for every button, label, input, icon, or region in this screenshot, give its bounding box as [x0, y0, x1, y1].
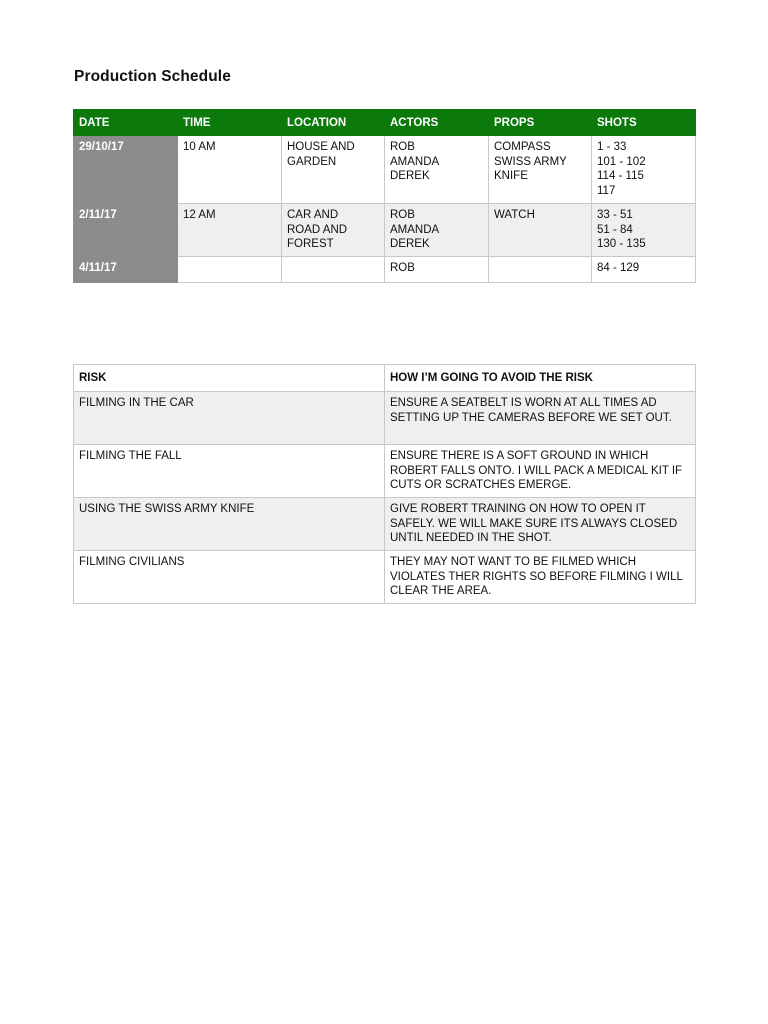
shots-range: 130 - 135 — [597, 238, 646, 251]
shots-range: 33 - 51 — [597, 209, 633, 221]
actor-name: ROB — [390, 262, 415, 274]
table-row — [74, 392, 696, 445]
avoid-cell: THEY MAY NOT WANT TO BE FILMED WHICH VIOLATES THER RIGHTS SO BEFORE FILMING I WILL CLEAR THE AREA. — [385, 551, 696, 604]
shots-cell — [592, 257, 696, 283]
risk-cell: FILMING THE FALL — [74, 445, 385, 498]
time-cell: 12 AM — [178, 204, 282, 257]
date-cell: 29/10/17 — [74, 136, 178, 204]
header-location: LOCATION — [282, 110, 385, 136]
date-cell: 2/11/17 — [74, 204, 178, 257]
risk-cell: USING THE SWISS ARMY KNIFE — [74, 498, 385, 551]
actor-name: ROB — [390, 141, 415, 153]
props-cell — [489, 257, 592, 283]
props-line: KNIFE — [494, 170, 528, 183]
shots-cell — [592, 136, 696, 204]
header-avoid: HOW I’M GOING TO AVOID THE RISK — [385, 365, 696, 392]
table-row — [74, 445, 696, 498]
time-cell — [178, 257, 282, 283]
risk-cell: FILMING IN THE CAR — [74, 392, 385, 445]
shots-range: 114 - 115 — [597, 170, 644, 183]
header-risk: RISK — [74, 365, 385, 392]
header-time: TIME — [178, 110, 282, 136]
location-line: CAR AND — [287, 209, 339, 221]
location-line: FOREST — [287, 238, 334, 251]
location-line: HOUSE AND — [287, 141, 355, 153]
shots-range: 1 - 33 — [597, 141, 627, 153]
props-cell — [489, 136, 592, 204]
location-line: GARDEN — [287, 155, 337, 168]
table-row — [74, 204, 696, 257]
page-title: Production Schedule — [74, 68, 231, 85]
production-schedule-table — [73, 109, 696, 283]
header-shots: SHOTS — [592, 110, 696, 136]
props-line: COMPASS — [494, 141, 551, 153]
header-props: PROPS — [489, 110, 592, 136]
actor-name: DEREK — [390, 238, 430, 251]
actor-name: ROB — [390, 209, 415, 221]
shots-range: 84 - 129 — [597, 262, 640, 274]
location-cell — [282, 257, 385, 283]
props-line: SWISS ARMY — [494, 155, 567, 168]
table-row — [74, 498, 696, 551]
avoid-cell: GIVE ROBERT TRAINING ON HOW TO OPEN IT SAFELY. WE WILL MAKE SURE ITS ALWAYS CLOSED UNTIL NEEDED IN THE SHOT. — [385, 498, 696, 551]
avoid-cell: ENSURE A SEATBELT IS WORN AT ALL TIMES AD SETTING UP THE CAMERAS BEFORE WE SET OUT. — [385, 392, 696, 445]
schedule-header-row — [74, 110, 696, 136]
date-cell: 4/11/17 — [74, 257, 178, 283]
shots-range: 101 - 102 — [597, 155, 646, 168]
actor-name: AMANDA — [390, 155, 440, 168]
actors-cell — [385, 136, 489, 204]
risk-assessment-table — [73, 364, 696, 604]
actors-cell — [385, 204, 489, 257]
props-line: WATCH — [494, 209, 535, 221]
shots-cell — [592, 204, 696, 257]
location-line: ROAD AND — [287, 223, 348, 236]
location-cell — [282, 204, 385, 257]
location-cell — [282, 136, 385, 204]
actors-cell — [385, 257, 489, 283]
avoid-cell: ENSURE THERE IS A SOFT GROUND IN WHICH ROBERT FALLS ONTO. I WILL PACK A MEDICAL KIT IF CUTS OR SCRATCHES EMERGE. — [385, 445, 696, 498]
risk-header-row — [74, 365, 696, 392]
props-cell — [489, 204, 592, 257]
table-row — [74, 136, 696, 204]
table-row — [74, 257, 696, 283]
actor-name: DEREK — [390, 170, 430, 183]
table-row — [74, 551, 696, 604]
risk-cell: FILMING CIVILIANS — [74, 551, 385, 604]
time-cell: 10 AM — [178, 136, 282, 204]
header-date: DATE — [74, 110, 178, 136]
shots-range: 117 — [597, 184, 616, 197]
shots-range: 51 - 84 — [597, 223, 633, 236]
header-actors: ACTORS — [385, 110, 489, 136]
actor-name: AMANDA — [390, 223, 440, 236]
